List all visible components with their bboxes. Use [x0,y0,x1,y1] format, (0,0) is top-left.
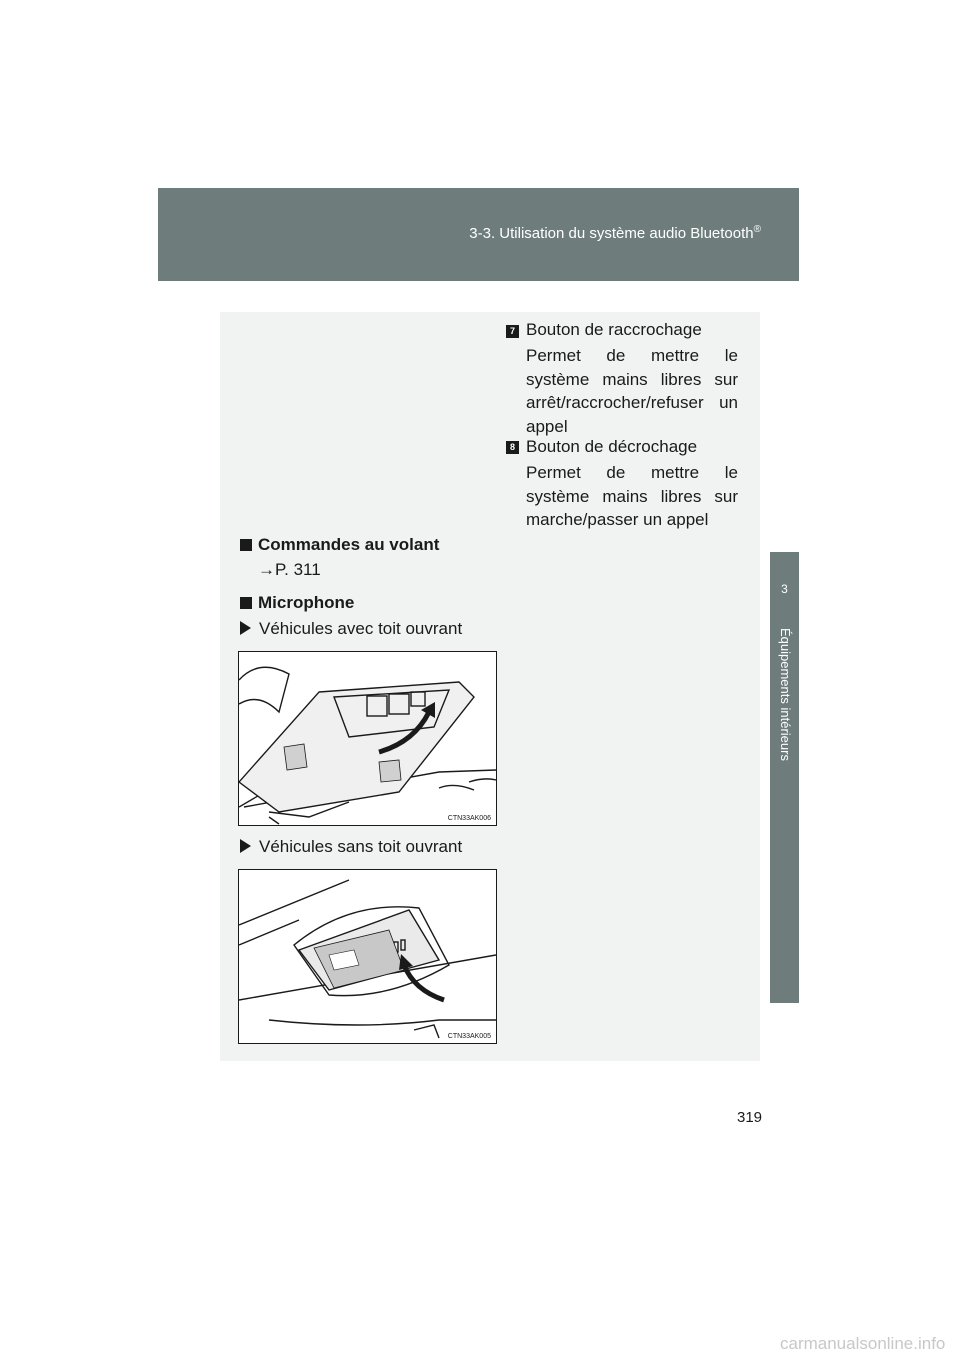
page-number: 319 [737,1109,763,1126]
figure-code: CTN33AK005 [447,1033,491,1040]
hang-up-button-description: Permet de mettre le système mains libres sur arrêt/raccrocher/refuser un appel [526,346,738,436]
badge-8: 8 [506,441,519,454]
badge-7: 7 [506,325,519,338]
triangle-bullet-icon [240,621,251,635]
chapter-label: Équipements intérieurs [777,628,793,761]
hang-up-button-title: Bouton de raccrochage [526,320,702,339]
figure-with-sunroof [238,651,497,826]
chapter-title: 3-3. Utilisation du système audio Bluetooth® [469,224,761,242]
page-reference: →P. 311 [258,560,321,579]
square-bullet-icon [240,597,252,609]
square-bullet-icon [240,539,252,551]
variant-without-sunroof: Véhicules sans toit ouvrant [240,837,462,857]
triangle-bullet-icon [240,839,251,853]
section-steering-controls: Commandes au volant [240,535,439,555]
figure-code: CTN33AK006 [447,815,491,822]
section-microphone: Microphone [240,593,354,613]
chapter-number: 3 [781,582,788,596]
footer-watermark: carmanualsonline.info [780,1334,946,1353]
pick-up-button-description: Permet de mettre le système mains libres sur marche/passer un appel [526,463,738,529]
figure-without-sunroof [238,869,497,1044]
overhead-console-sunroof-illustration [239,652,496,825]
overhead-console-no-sunroof-illustration [239,870,496,1043]
pick-up-button-title: Bouton de décrochage [526,437,698,456]
variant-with-sunroof: Véhicules avec toit ouvrant [240,619,462,639]
side-chapter-tab [770,552,799,1003]
chapter-header [158,188,799,281]
